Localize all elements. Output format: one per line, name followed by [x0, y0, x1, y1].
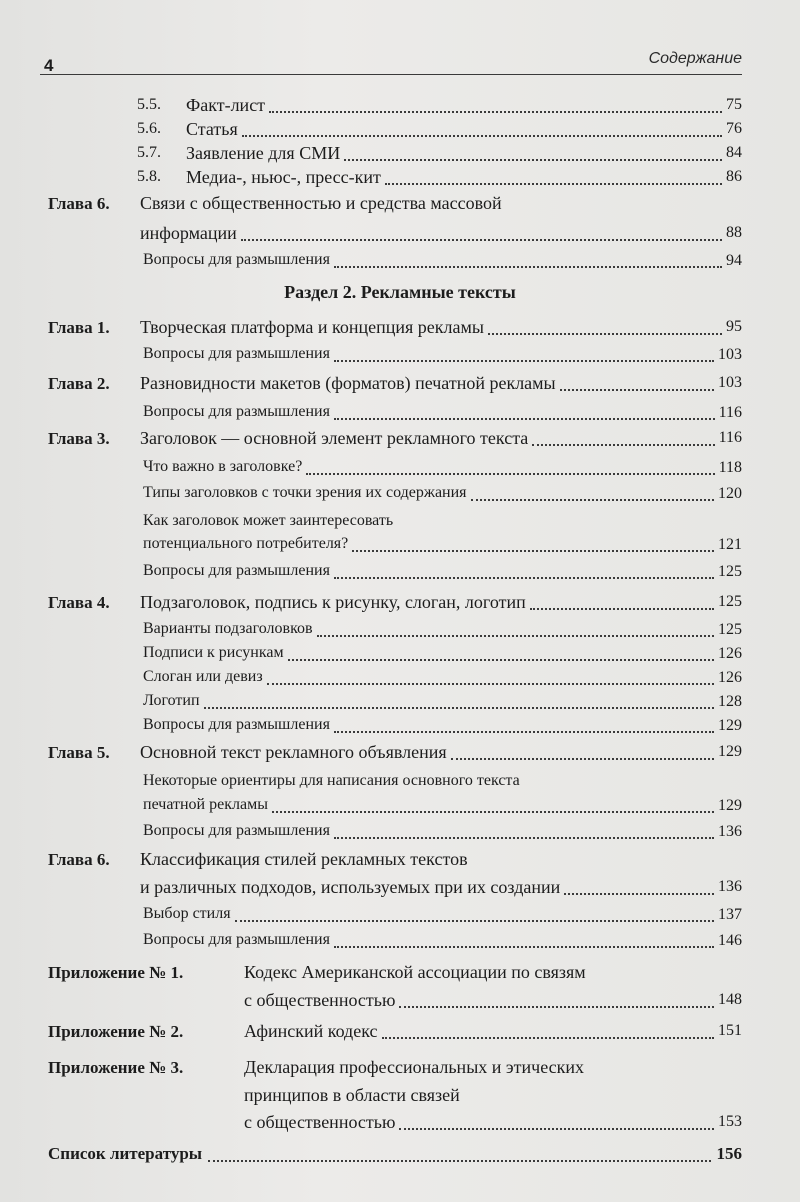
- subentry-page: 136: [718, 823, 742, 840]
- section-entry-leader: [385, 183, 722, 185]
- chapter-label: Глава 3.: [48, 429, 110, 448]
- subentry-page: 103: [718, 346, 742, 363]
- subentry-page: 129: [718, 717, 742, 734]
- subentry-title: Типы заголовков с точки зрения их содержания: [143, 484, 467, 501]
- chapter-entry-leader: [560, 389, 714, 391]
- appendix-entry-leader: [399, 1128, 714, 1130]
- chapter-label: Глава 6.: [48, 850, 110, 869]
- subentry-page: 137: [718, 906, 742, 923]
- section-entry-leader: [344, 159, 722, 161]
- chapter-entry-title: Заголовок — основной элемент рекламного текста: [140, 428, 529, 448]
- appendix-entry-leader: [382, 1037, 715, 1039]
- section-entry-title: Статья: [186, 119, 238, 139]
- chapter-entry-title: Подзаголовок, подпись к рисунку, слоган, логотип: [140, 592, 526, 612]
- subentry-page: 121: [718, 536, 742, 553]
- subentry-title: Вопросы для размышления: [143, 716, 330, 733]
- subentry-title: Вопросы для размышления: [143, 403, 330, 420]
- section-number: 5.7.: [137, 144, 161, 161]
- subentry-page: 126: [718, 669, 742, 686]
- subentry-page: 125: [718, 563, 742, 580]
- chapter-entry-page: 116: [718, 429, 742, 446]
- bibliography-leader: [208, 1160, 710, 1162]
- chapter-label: Глава 4.: [48, 593, 110, 612]
- subentry-title: Вопросы для размышления: [143, 931, 330, 948]
- subentry-title: Варианты подзаголовков: [143, 620, 313, 637]
- section-entry-page: 75: [726, 96, 742, 113]
- subentry-title: Вопросы для размышления: [143, 822, 330, 839]
- subentry-leader: [235, 920, 714, 922]
- page-number: 4: [44, 56, 54, 75]
- appendix-entry-page: 151: [718, 1022, 742, 1039]
- appendix-title-line: Кодекс Американской ассоциации по связям: [244, 962, 586, 982]
- questions-entry-title: Вопросы для размышления: [143, 251, 330, 268]
- chapter-label: Глава 1.: [48, 318, 110, 337]
- subentry-title: Выбор стиля: [143, 905, 231, 922]
- subentry-leader: [204, 707, 714, 709]
- section-entry-leader: [269, 111, 722, 113]
- chapter-label: Глава 5.: [48, 743, 110, 762]
- chapter-entry-leader: [532, 444, 714, 446]
- appendix-title-line: Декларация профессиональных и этических: [244, 1057, 584, 1077]
- subentry-title: Логотип: [143, 692, 200, 709]
- subentry-title-line: Некоторые ориентиры для написания основного текста: [143, 772, 520, 789]
- subentry-leader: [317, 635, 714, 637]
- subentry-page: 129: [718, 797, 742, 814]
- chapter-entry-page: 129: [718, 743, 742, 760]
- chapter-label: Глава 2.: [48, 374, 110, 393]
- section-entry-title: Заявление для СМИ: [186, 143, 341, 163]
- subentry-title: Вопросы для размышления: [143, 562, 330, 579]
- subentry-leader: [334, 731, 714, 733]
- chapter-entry-title: и различных подходов, используемых при их создании: [140, 877, 561, 897]
- subentry-page: 125: [718, 621, 742, 638]
- chapter-entry-page: 125: [718, 593, 742, 610]
- subentry-leader: [334, 577, 714, 579]
- appendix-entry-leader: [399, 1006, 714, 1008]
- subentry-title: Что важно в заголовке?: [143, 458, 303, 475]
- subentry-title: потенциального потребителя?: [143, 535, 349, 552]
- subentry-leader: [267, 683, 714, 685]
- section-entry-page: 76: [726, 120, 742, 137]
- chapter-title-line: Связи с общественностью и средства массовой: [140, 193, 502, 213]
- questions-entry-page: 94: [726, 252, 742, 269]
- bibliography-title: Список литературы: [48, 1144, 203, 1163]
- chapter-entry-page: 88: [726, 224, 742, 241]
- subentry-leader: [288, 659, 714, 661]
- chapter-entry-title: Творческая платформа и концепция рекламы: [140, 317, 484, 337]
- section-number: 5.6.: [137, 120, 161, 137]
- subentry-title: Вопросы для размышления: [143, 345, 330, 362]
- section-entry-title: Факт-лист: [186, 95, 266, 115]
- subentry-leader: [272, 811, 714, 813]
- subentry-leader: [471, 499, 714, 501]
- appendix-label: Приложение № 1.: [48, 963, 184, 982]
- subentry-page: 116: [718, 404, 742, 421]
- appendix-entry-page: 148: [718, 991, 742, 1008]
- bibliography-page: 156: [716, 1144, 742, 1163]
- part-title: Раздел 2. Рекламные тексты: [284, 282, 516, 302]
- chapter-entry-title: Разновидности макетов (форматов) печатной рекламы: [140, 373, 556, 393]
- running-title: Содержание: [648, 50, 742, 67]
- subentry-leader: [306, 473, 714, 475]
- appendix-title-line: принципов в области связей: [244, 1085, 460, 1105]
- subentry-title: печатной рекламы: [143, 796, 268, 813]
- chapter-title-line: Классификация стилей рекламных текстов: [140, 849, 468, 869]
- subentry-title: Слоган или девиз: [143, 668, 263, 685]
- subentry-page: 120: [718, 485, 742, 502]
- subentry-leader: [334, 837, 714, 839]
- section-entry-leader: [242, 135, 722, 137]
- subentry-page: 146: [718, 932, 742, 949]
- chapter-entry-leader: [451, 758, 714, 760]
- subentry-title: Подписи к рисункам: [143, 644, 284, 661]
- subentry-page: 126: [718, 645, 742, 662]
- appendix-label: Приложение № 3.: [48, 1058, 184, 1077]
- subentry-leader: [334, 946, 714, 948]
- appendix-entry-title: с общественностью: [244, 990, 396, 1010]
- subentry-title-line: Как заголовок может заинтересовать: [143, 512, 394, 529]
- chapter-entry-leader: [564, 893, 714, 895]
- chapter-label: Глава 6.: [48, 194, 110, 213]
- section-entry-page: 84: [726, 144, 742, 161]
- appendix-entry-title: с общественностью: [244, 1112, 396, 1132]
- appendix-entry-page: 153: [718, 1113, 742, 1130]
- questions-entry-leader: [334, 266, 722, 268]
- subentry-leader: [334, 418, 715, 420]
- chapter-entry-leader: [488, 333, 722, 335]
- subentry-leader: [352, 550, 714, 552]
- chapter-entry-title: информации: [140, 223, 237, 243]
- subentry-page: 128: [718, 693, 742, 710]
- chapter-entry-page: 136: [718, 878, 742, 895]
- section-number: 5.8.: [137, 168, 161, 185]
- subentry-page: 118: [718, 459, 742, 476]
- section-entry-title: Медиа-, ньюс-, пресс-кит: [186, 167, 381, 187]
- chapter-entry-page: 103: [718, 374, 742, 391]
- chapter-entry-title: Основной текст рекламного объявления: [140, 742, 447, 762]
- chapter-entry-leader: [530, 608, 714, 610]
- subentry-leader: [334, 360, 714, 362]
- appendix-entry-title: Афинский кодекс: [244, 1021, 378, 1041]
- appendix-label: Приложение № 2.: [48, 1022, 184, 1041]
- section-entry-page: 86: [726, 168, 742, 185]
- chapter-entry-page: 95: [726, 318, 742, 335]
- chapter-entry-leader: [241, 239, 722, 241]
- section-number: 5.5.: [137, 96, 161, 113]
